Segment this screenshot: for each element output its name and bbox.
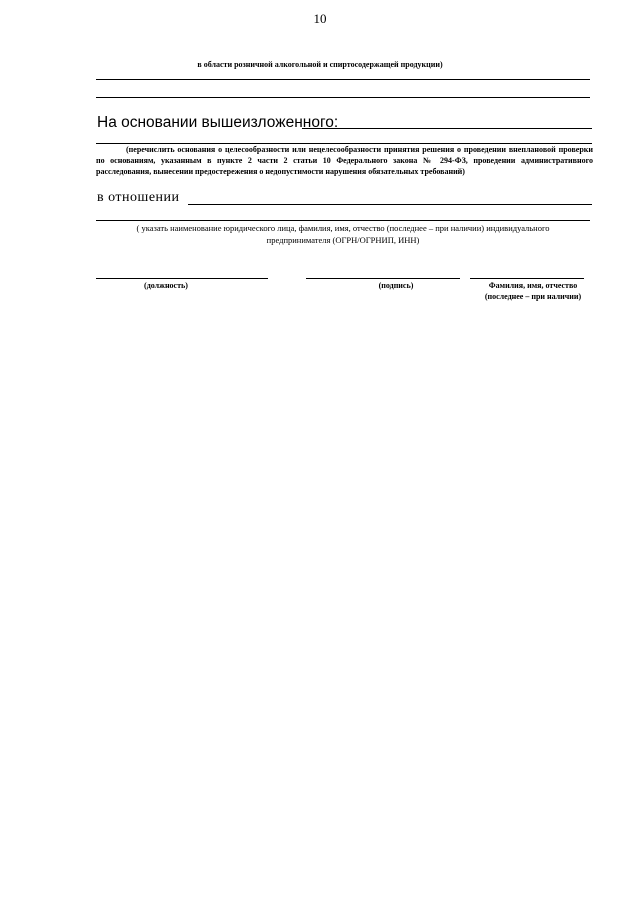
basis-label: На основании вышеизложенного: (97, 114, 339, 131)
basis-hint: (перечислить основания о целесообразности или нецелесообразности принятия решения о проведении внеплановой проверки по основаниям, указанным в пункте 2 части 2 статьи 10 Федерального закона № 294-ФЗ, проведении административного расследования, вынесении предостережения о недопустимости нарушения обязательных требований) (96, 145, 593, 176)
fill-line-2[interactable] (96, 97, 590, 98)
name-label-line2: (последнее – при наличии) (484, 292, 582, 301)
regarding-label: в отношении (97, 190, 180, 205)
basis-line-2[interactable] (96, 143, 592, 144)
fill-line-1[interactable] (96, 79, 590, 80)
name-line[interactable] (470, 278, 584, 279)
regarding-hint-line2: предпринимателя (ОГРН/ОГРНИП, ИНН) (266, 235, 420, 245)
regarding-line-2[interactable] (96, 220, 590, 221)
top-caption: в области розничной алкогольной и спиртосодержащей продукции) (197, 60, 443, 69)
signature-label: (подпись) (378, 281, 414, 290)
signature-line[interactable] (306, 278, 460, 279)
basis-fill-line[interactable] (302, 128, 592, 129)
regarding-hint-line1: ( указать наименование юридического лица, фамилия, имя, отчество (последнее – при наличии) индивидуального (136, 223, 550, 233)
page-number: 10 (313, 11, 327, 26)
name-label-line1: Фамилия, имя, отчество (488, 281, 578, 290)
position-label: (должность) (144, 281, 188, 290)
position-line[interactable] (96, 278, 268, 279)
regarding-fill-line[interactable] (188, 204, 592, 205)
